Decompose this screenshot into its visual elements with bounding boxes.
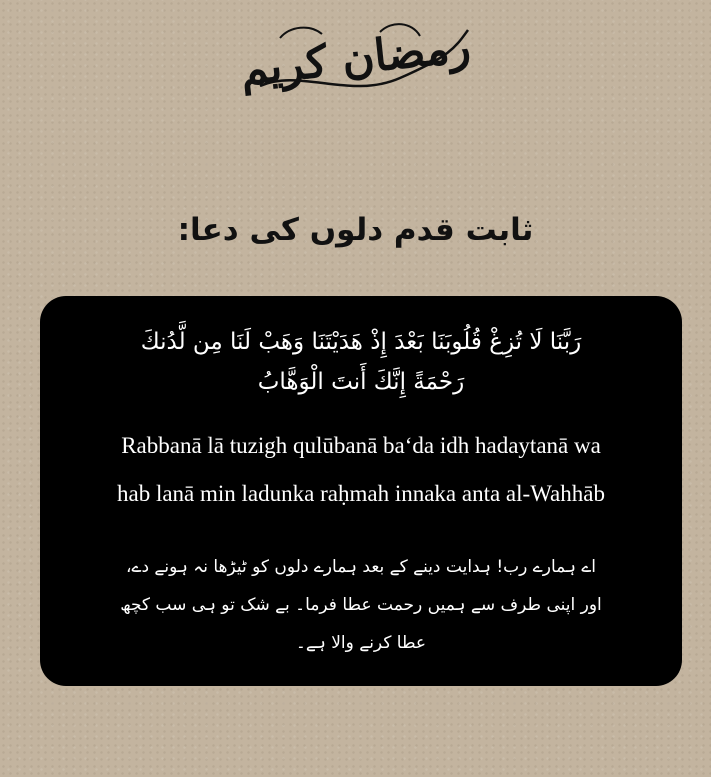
transliteration-line: Rabbanā lā tuzigh qulūbanā ba‘da idh hadaytanā wa <box>121 433 601 458</box>
logo-text: رمضان کریم <box>237 20 473 96</box>
dua-card <box>40 296 682 686</box>
page-title: ثابت قدم دلوں کی دعا: <box>177 212 534 248</box>
arabic-verse <box>40 322 682 402</box>
arabic-line: رَحْمَةً إِنَّكَ أَنتَ الْوَهَّابُ <box>257 369 465 395</box>
translation-line: عطا کرنے والا ہے۔ <box>295 633 427 653</box>
transliteration-line: hab lanā min ladunka raḥmah innaka anta al-Wahhāb <box>117 481 605 506</box>
ramadan-kareem-calligraphy <box>230 8 480 108</box>
arabic-line: رَبَّنَا لَا تُزِغْ قُلُوبَنَا بَعْدَ إِذْ هَدَيْتَنَا وَهَبْ لَنَا مِن لَّدُنكَ <box>140 329 582 355</box>
transliteration <box>40 422 682 518</box>
urdu-translation <box>40 548 682 662</box>
translation-line: اور اپنی طرف سے ہمیں رحمت عطا فرما۔ بے شک تو ہی سب کچھ <box>120 595 602 615</box>
translation-line: اے ہمارے رب! ہدایت دینے کے بعد ہمارے دلوں کو ٹیڑھا نہ ہونے دے، <box>126 557 596 577</box>
